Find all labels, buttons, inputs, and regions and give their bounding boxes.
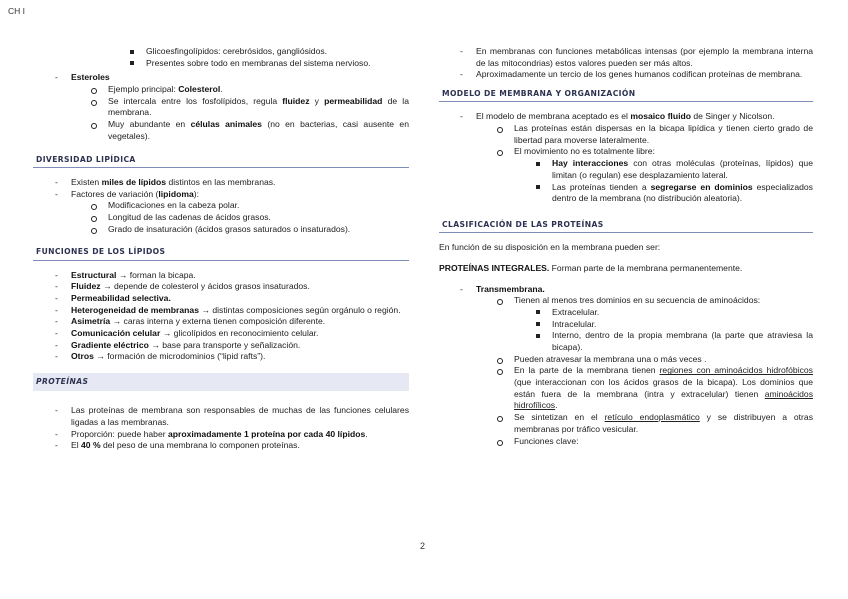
list-item: Hay interacciones con otras moléculas (proteínas, lípidos) que limitan (o regulan) ese desplazamiento lateral.	[439, 158, 813, 181]
section-heading: PROTEÍNAS	[33, 373, 409, 391]
list-item: El movimiento no es totalmente libre:	[439, 146, 813, 158]
list-item: - Permeabilidad selectiva.	[33, 293, 409, 305]
list-item: Grado de insaturación (ácidos grasos saturados o insaturados).	[33, 224, 409, 236]
document-header: CH I	[8, 6, 25, 16]
list-item: - Proporción: puede haber aproximadamente 1 proteína por cada 40 lípidos.	[33, 429, 409, 441]
esteroles-item	[33, 72, 409, 84]
paragraph: PROTEÍNAS INTEGRALES. Forman parte de la membrana permanentemente.	[439, 262, 743, 273]
list-item: - Fluidez → depende de colesterol y ácidos grasos insaturados.	[33, 281, 409, 293]
list-item: Modificaciones en la cabeza polar.	[33, 200, 409, 212]
list-item: - Gradiente eléctrico → base para transporte y señalización.	[33, 340, 409, 352]
list-item: Intracelular.	[439, 319, 813, 331]
list-item: - En membranas con funciones metabólicas intensas (por ejemplo la membrana interna de las mitocondrias) estos valores pueden ser más altos.	[439, 46, 813, 69]
section-heading: CLASIFICACIÓN DE LAS PROTEÍNAS	[439, 217, 813, 233]
list-item: Longitud de las cadenas de ácidos grasos.	[33, 212, 409, 224]
list-item: - Asimetría → caras interna y externa tienen composición diferente.	[33, 316, 409, 328]
list-item: Presentes sobre todo en membranas del sistema nervioso.	[33, 58, 409, 70]
list-item: - Las proteínas de membrana son responsables de muchas de las funciones celulares ligadas a las membranas.	[33, 405, 409, 428]
list-item: En la parte de la membrana tienen regiones con aminoácidos hidrofóbicos (que interaccionan con los ácidos grasos de la bicapa). Los dominios que están fuera de la membrana (intra y extracelular) tienen aminoácidos hidrofílicos.	[439, 365, 813, 412]
page-number: 2	[420, 541, 426, 551]
list-item: Funciones clave:	[439, 436, 813, 448]
list-item: - Heterogeneidad de membranas → distintas composiciones según orgánulo o región.	[33, 305, 409, 317]
left-column	[33, 46, 409, 452]
list-item: - Comunicación celular → glicolípidos en reconocimiento celular.	[33, 328, 409, 340]
right-column	[439, 46, 813, 447]
list-item: Extracelular.	[439, 307, 813, 319]
list-item: Interno, dentro de la propia membrana (la parte que atraviesa la bicapa).	[439, 330, 813, 353]
list-item: - Otros → formación de microdominios (“lipid rafts”).	[33, 351, 409, 363]
section-heading: FUNCIONES DE LOS LÍPIDOS	[33, 244, 409, 260]
list-item: - Existen miles de lípidos distintos en las membranas.	[33, 177, 409, 189]
esteroles-label: Esteroles	[71, 72, 110, 83]
section-heading: MODELO DE MEMBRANA Y ORGANIZACIÓN	[439, 86, 813, 102]
paragraph: En función de su disposición en la membrana pueden ser:	[439, 242, 661, 253]
list-item: - Factores de variación (lipidoma):	[33, 189, 409, 201]
list-item: - Aproximadamente un tercio de los genes humanos codifican proteínas de membrana.	[439, 69, 813, 81]
list-item: Ejemplo principal: Colesterol.	[33, 84, 409, 96]
list-item: - El modelo de membrana aceptado es el mosaico fluido de Singer y Nicolson.	[439, 111, 813, 123]
list-item: Tienen al menos tres dominios en su secuencia de aminoácidos:	[439, 295, 813, 307]
list-item: Las proteínas tienden a segregarse en dominios especializados dentro de la membrana (no distribución aleatoria).	[439, 182, 813, 205]
list-item: - Estructural → forman la bicapa.	[33, 270, 409, 282]
section-heading: DIVERSIDAD LIPÍDICA	[33, 152, 409, 168]
list-item: Glicoesfingolípidos: cerebrósidos, gangliósidos.	[33, 46, 409, 58]
list-item: - Transmembrana.	[439, 284, 813, 296]
list-item: Las proteínas están dispersas en la bicapa lipídica y tienen cierto grado de libertad para moverse lateralmente.	[439, 123, 813, 146]
list-item: Se intercala entre los fosfolípidos, regula fluidez y permeabilidad de la membrana.	[33, 96, 409, 119]
list-item: Se sintetizan en el retículo endoplasmático y se distribuyen a otras membranas por tráfico vesicular.	[439, 412, 813, 435]
list-item: Pueden atravesar la membrana una o más veces .	[439, 354, 813, 366]
list-item: - El 40 % del peso de una membrana lo componen proteínas.	[33, 440, 409, 452]
list-item: Muy abundante en células animales (no en bacterias, casi ausente en vegetales).	[33, 119, 409, 142]
